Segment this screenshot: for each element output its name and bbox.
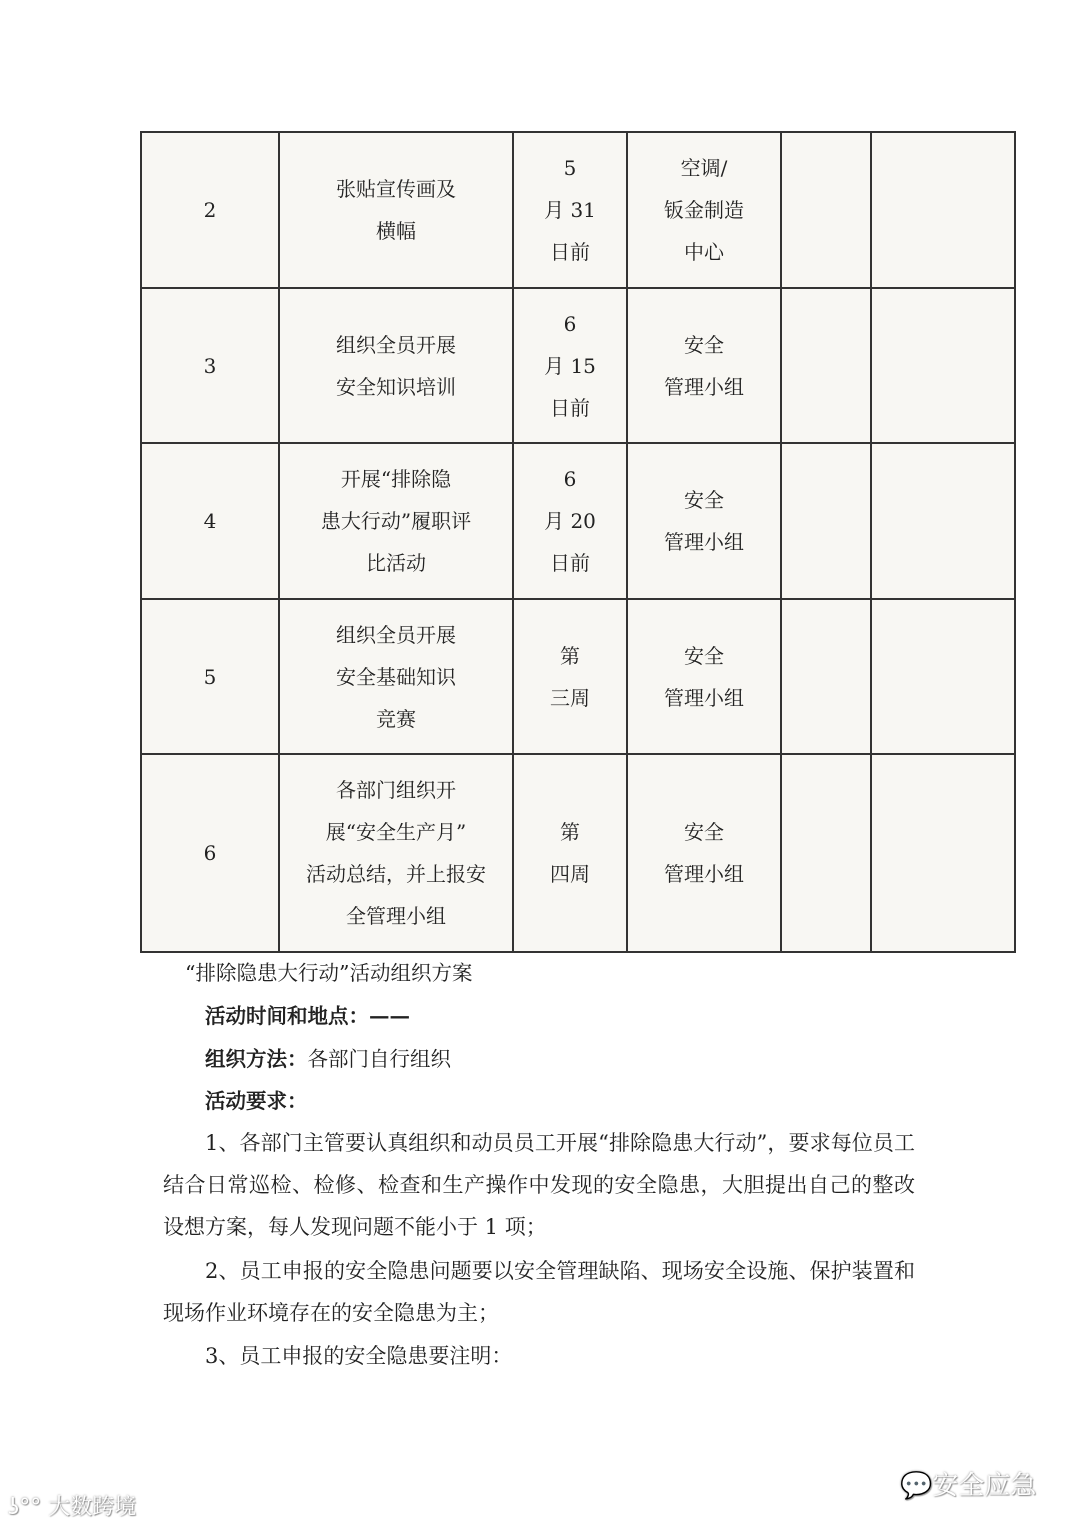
table-cell-c6 — [870, 753, 1016, 953]
table-cell-c5 — [780, 753, 872, 953]
table-cell-owner: 安全 管理小组 — [626, 287, 782, 444]
table-cell-c6 — [870, 287, 1016, 444]
table-cell-owner: 安全 管理小组 — [626, 442, 782, 600]
table-cell-c5 — [780, 131, 872, 289]
table-cell-c5 — [780, 287, 872, 444]
method-line — [205, 1038, 451, 1080]
table-cell-activity: 开展“排除隐 患大行动”履职评 比活动 — [278, 442, 514, 600]
table-cell-activity: 各部门组织开 展“安全生产月” 活动总结，并上报安 全管理小组 — [278, 753, 514, 953]
watermark-left-text: 大数跨境 — [48, 1495, 137, 1520]
table-cell-owner: 空调/ 钣金制造 中心 — [626, 131, 782, 289]
time-place-label: 活动时间和地点：—— — [205, 1004, 410, 1028]
section-title: “排除隐患大行动”活动组织方案 — [185, 961, 473, 985]
table-cell-c6 — [870, 131, 1016, 289]
table-cell-c6 — [870, 442, 1016, 600]
table-cell-no: 6 — [140, 753, 280, 953]
logo-icon: ʖ°° — [8, 1495, 49, 1520]
table-cell-activity: 张贴宣传画及 横幅 — [278, 131, 514, 289]
table-cell-time: 6 月 20 日前 — [512, 442, 628, 600]
table-cell-activity: 组织全员开展 安全知识培训 — [278, 287, 514, 444]
requirement-3: 3、员工申报的安全隐患要注明： — [205, 1344, 513, 1368]
requirement-1: 1、各部门主管要认真组织和动员员工开展“排除隐患大行动”，要求每位员工结合日常巡检、检修、检查和生产操作中发现的安全隐患，大胆提出自己的整改设想方案，每人发现问题不能小于 1 项； — [163, 1131, 915, 1239]
watermark-left — [8, 1490, 136, 1521]
method-label: 组织方法： — [205, 1047, 308, 1071]
table-cell-c5 — [780, 442, 872, 600]
table-cell-c6 — [870, 598, 1016, 755]
requirement-2: 2、员工申报的安全隐患问题要以安全管理缺陷、现场安全设施、保护装置和现场作业环境存在的安全隐患为主； — [163, 1259, 915, 1325]
table-cell-time: 第 四周 — [512, 753, 628, 953]
table-cell-no: 5 — [140, 598, 280, 755]
table-cell-time: 第 三周 — [512, 598, 628, 755]
wechat-icon: 💬 — [900, 1471, 933, 1501]
table-cell-no: 3 — [140, 287, 280, 444]
method-value: 各部门自行组织 — [307, 1047, 451, 1071]
table-cell-time: 5 月 31 日前 — [512, 131, 628, 289]
table-cell-activity: 组织全员开展 安全基础知识 竞赛 — [278, 598, 514, 755]
table-cell-owner: 安全 管理小组 — [626, 598, 782, 755]
watermark-right-text: 安全应急 — [932, 1471, 1037, 1501]
requirements-label: 活动要求： — [205, 1089, 308, 1113]
table-cell-owner: 安全 管理小组 — [626, 753, 782, 953]
table-cell-no: 2 — [140, 131, 280, 289]
table-cell-c5 — [780, 598, 872, 755]
watermark-right — [900, 1465, 1036, 1502]
table-cell-no: 4 — [140, 442, 280, 600]
table-cell-time: 6 月 15 日前 — [512, 287, 628, 444]
